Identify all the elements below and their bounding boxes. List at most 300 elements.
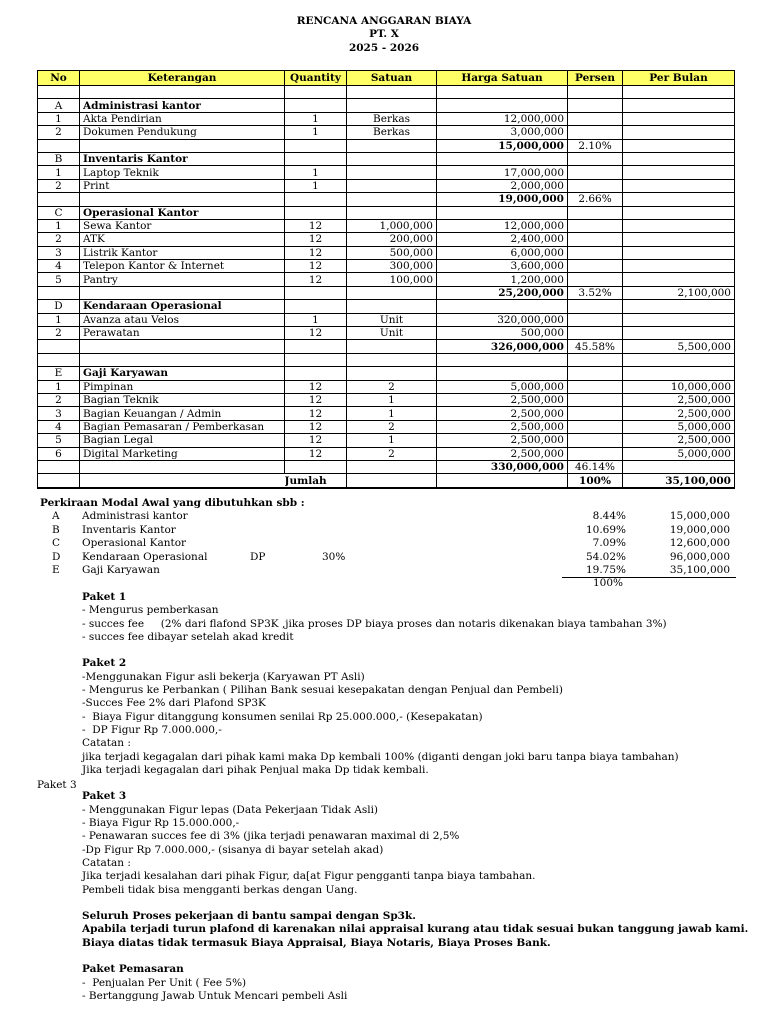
summary-note-value: 30% xyxy=(322,550,346,563)
cell-sat: Unit xyxy=(347,327,437,340)
cell-no: 2 xyxy=(38,179,80,192)
cell-no: 3 xyxy=(38,246,80,259)
note-heading: Apabila terjadi turun plafond di karenakan nilai appraisal kurang atau tidak sesuai bukan tanggung jawab kami. xyxy=(82,923,749,936)
note-heading: Paket 1 xyxy=(82,591,127,603)
cell-harga: 2,000,000 xyxy=(437,179,568,192)
table-row xyxy=(38,273,735,286)
table-row xyxy=(38,380,735,393)
cell-sat: 1 xyxy=(347,393,437,406)
subtotal-row xyxy=(38,193,735,206)
cell-no: E xyxy=(38,367,80,380)
column-header: Keterangan xyxy=(80,71,285,86)
cell-bulan xyxy=(623,112,735,125)
summary-percent: 10.69% xyxy=(585,523,626,536)
cell-bulan: 5,500,000 xyxy=(623,340,735,353)
cell-qty: 12 xyxy=(285,327,347,340)
capital-summary xyxy=(40,497,740,510)
note-line: - Menggunakan Figur lepas (Data Pekerjaan Tidak Asli) xyxy=(82,803,379,816)
cell-harga: 6,000,000 xyxy=(437,246,568,259)
cell-qty: 12 xyxy=(285,260,347,273)
cell-qty: 12 xyxy=(285,380,347,393)
section-row xyxy=(38,367,735,380)
cell-harga: 25,200,000 xyxy=(437,286,568,299)
cell-qty xyxy=(285,340,347,353)
note-line: - Biaya Figur Rp 15.000.000,- xyxy=(82,817,240,830)
cell-no: 1 xyxy=(38,166,80,179)
cell-harga: 500,000 xyxy=(437,327,568,340)
cell-sat xyxy=(347,86,437,99)
cell-harga xyxy=(437,99,568,112)
summary-percent: 7.09% xyxy=(592,537,626,549)
cell-no xyxy=(38,193,80,206)
section-row xyxy=(38,300,735,313)
note-heading: Paket 3 xyxy=(82,790,127,803)
table-row xyxy=(38,219,735,232)
summary-percent: 54.02% xyxy=(585,550,626,563)
cell-sat: 1 xyxy=(347,434,437,447)
cell-qty xyxy=(285,139,347,152)
cell-ket: ATK xyxy=(80,233,285,246)
table-row xyxy=(38,353,735,366)
note-line: - Penjualan Per Unit ( Fee 5%) xyxy=(82,976,247,989)
table-header-row xyxy=(38,71,735,86)
cell-bulan: 2,500,000 xyxy=(623,434,735,447)
note-line: -Succes Fee 2% dari Plafond SP3K xyxy=(82,697,266,710)
note-line: - Mengurus ke Perbankan ( Pilihan Bank sesuai kesepakatan dengan Penjual dan Pembeli) xyxy=(82,684,563,697)
cell-qty: 1 xyxy=(285,166,347,179)
summary-percent: 8.44% xyxy=(592,510,626,522)
cell-sat: 2 xyxy=(347,420,437,433)
summary-code: B xyxy=(52,523,60,536)
table-row xyxy=(38,112,735,125)
cell-no: 4 xyxy=(38,420,80,433)
cell-no xyxy=(38,286,80,299)
cell-sat: Berkas xyxy=(347,112,437,125)
summary-label: Gaji Karyawan xyxy=(82,564,160,576)
cell-harga: 17,000,000 xyxy=(437,166,568,179)
note-line xyxy=(82,644,762,657)
cell-sat: 200,000 xyxy=(347,233,437,246)
document-title: RENCANA ANGGARAN BIAYA xyxy=(296,15,472,27)
cell-no: 1 xyxy=(38,313,80,326)
cell-no: D xyxy=(38,300,80,313)
cell-qty: 12 xyxy=(285,420,347,433)
cell-harga xyxy=(437,86,568,99)
cell-ket xyxy=(80,193,285,206)
cell-qty: 12 xyxy=(285,393,347,406)
cell-persen: 2.10% xyxy=(568,139,623,152)
cell-ket: Akta Pendirian xyxy=(80,112,285,125)
cell-no: 2 xyxy=(38,126,80,139)
cell-sat: 100,000 xyxy=(347,273,437,286)
cell-ket xyxy=(80,340,285,353)
cell-qty xyxy=(285,99,347,112)
cell-sat: 300,000 xyxy=(347,260,437,273)
subtotal-row xyxy=(38,139,735,152)
cell-sat xyxy=(347,206,437,219)
cell-sat xyxy=(347,166,437,179)
cell-qty: 1 xyxy=(285,112,347,125)
cell-no xyxy=(38,139,80,152)
cell-ket: Bagian Pemasaran / Pemberkasan xyxy=(80,420,285,433)
cell-harga: 12,000,000 xyxy=(437,112,568,125)
cell-ket: Dokumen Pendukung xyxy=(80,126,285,139)
total-bulan: 35,100,000 xyxy=(623,474,735,488)
cell-ket: Bagian Legal xyxy=(80,434,285,447)
section-row xyxy=(38,99,735,112)
table-row xyxy=(38,313,735,326)
cell-ket: Pimpinan xyxy=(80,380,285,393)
cell-persen xyxy=(568,112,623,125)
cell-qty: 12 xyxy=(285,407,347,420)
cell-persen: 3.52% xyxy=(568,286,623,299)
cell-bulan xyxy=(623,246,735,259)
cell-harga: 320,000,000 xyxy=(437,313,568,326)
table-row xyxy=(38,86,735,99)
cell-ket: Telepon Kantor & Internet xyxy=(80,260,285,273)
cell-persen xyxy=(568,420,623,433)
cell-bulan: 2,500,000 xyxy=(623,393,735,406)
table-row xyxy=(38,393,735,406)
cell-no: 2 xyxy=(38,233,80,246)
cell-qty: 12 xyxy=(285,447,347,460)
cell-persen xyxy=(568,126,623,139)
cell-bulan xyxy=(623,206,735,219)
cell-no: 2 xyxy=(38,393,80,406)
cell-qty: 12 xyxy=(285,233,347,246)
company-name: PT. X xyxy=(369,28,399,40)
cell-no: 1 xyxy=(38,112,80,125)
table-row xyxy=(38,420,735,433)
summary-amount: 96,000,000 xyxy=(669,550,730,563)
cell-qty: 12 xyxy=(285,219,347,232)
cell-persen xyxy=(568,327,623,340)
cell-ket: Kendaraan Operasional xyxy=(80,300,285,313)
cell-bulan xyxy=(623,353,735,366)
cell-persen: 45.58% xyxy=(568,340,623,353)
cell-bulan: 5,000,000 xyxy=(623,420,735,433)
table-row xyxy=(38,246,735,259)
cell-persen xyxy=(568,219,623,232)
table-row xyxy=(38,166,735,179)
cell-harga: 2,500,000 xyxy=(437,420,568,433)
cell-persen xyxy=(568,260,623,273)
cell-ket: Avanza atau Velos xyxy=(80,313,285,326)
cell-ket: Print xyxy=(80,179,285,192)
cell-no xyxy=(38,353,80,366)
note-line: - Bertanggung Jawab Untuk Mencari pembeli Asli xyxy=(82,989,348,1002)
cell-harga: 12,000,000 xyxy=(437,219,568,232)
subtotal-row xyxy=(38,286,735,299)
cell-qty: 1 xyxy=(285,126,347,139)
cell-qty xyxy=(285,152,347,165)
cell-harga xyxy=(437,353,568,366)
cell-ket: Digital Marketing xyxy=(80,447,285,460)
summary-note: DP xyxy=(250,550,266,563)
note-line xyxy=(82,897,762,910)
summary-amount: 35,100,000 xyxy=(669,564,730,576)
column-header: Quantity xyxy=(285,71,347,86)
cell-harga: 15,000,000 xyxy=(437,139,568,152)
cell-ket xyxy=(80,139,285,152)
cell-harga xyxy=(437,206,568,219)
cell-persen xyxy=(568,166,623,179)
note-line: -Menggunakan Figur asli bekerja (Karyawan PT Asli) xyxy=(82,670,365,683)
cell-ket xyxy=(80,353,285,366)
cell-qty xyxy=(285,86,347,99)
cell-ket: Pantry xyxy=(80,273,285,286)
cell-persen xyxy=(568,206,623,219)
table-body xyxy=(38,86,735,488)
cell-harga: 326,000,000 xyxy=(437,340,568,353)
summary-label: Administrasi kantor xyxy=(82,510,188,522)
cell-qty: 12 xyxy=(285,273,347,286)
subtotal-row xyxy=(38,460,735,473)
cell-qty xyxy=(285,300,347,313)
note-line xyxy=(82,777,762,790)
cell-no: 6 xyxy=(38,447,80,460)
cell-harga: 330,000,000 xyxy=(437,460,568,473)
cell-no: C xyxy=(38,206,80,219)
summary-code: D xyxy=(52,550,61,563)
cell-harga xyxy=(437,367,568,380)
summary-code: E xyxy=(52,564,60,576)
cell-bulan xyxy=(623,219,735,232)
table-row xyxy=(38,179,735,192)
cell-bulan: 2,500,000 xyxy=(623,407,735,420)
note-heading: Biaya diatas tidak termasuk Biaya Appraisal, Biaya Notaris, Biaya Proses Bank. xyxy=(82,936,551,949)
cell-persen xyxy=(568,447,623,460)
cell-sat xyxy=(347,179,437,192)
note-line: -Dp Figur Rp 7.000.000,- (sisanya di bayar setelah akad) xyxy=(82,843,384,856)
cell-ket: Sewa Kantor xyxy=(80,219,285,232)
cell-no: 5 xyxy=(38,434,80,447)
note-line: Jika terjadi kegagalan dari pihak Penjual maka Dp tidak kembali. xyxy=(82,763,429,776)
cell-bulan: 10,000,000 xyxy=(623,380,735,393)
table-row xyxy=(38,447,735,460)
table-row xyxy=(38,407,735,420)
summary-amount: 12,600,000 xyxy=(669,537,730,549)
cell-persen xyxy=(568,313,623,326)
column-header: Persen xyxy=(568,71,623,86)
cell-sat xyxy=(347,353,437,366)
cell-ket: Gaji Karyawan xyxy=(80,367,285,380)
note-heading: Seluruh Proses pekerjaan di bantu sampai dengan Sp3k. xyxy=(82,910,416,923)
total-label: Jumlah xyxy=(285,474,347,488)
cell-qty xyxy=(285,193,347,206)
cell-sat xyxy=(347,300,437,313)
cell-ket: Bagian Keuangan / Admin xyxy=(80,407,285,420)
cell-sat xyxy=(347,193,437,206)
total-empty-cell xyxy=(347,474,437,488)
cell-no: 1 xyxy=(38,380,80,393)
table-row xyxy=(38,126,735,139)
cell-harga xyxy=(437,300,568,313)
cell-harga: 2,500,000 xyxy=(437,393,568,406)
cell-bulan xyxy=(623,139,735,152)
cell-ket: Perawatan xyxy=(80,327,285,340)
cell-persen xyxy=(568,233,623,246)
section-row xyxy=(38,152,735,165)
cell-qty: 12 xyxy=(285,434,347,447)
cell-bulan xyxy=(623,460,735,473)
note-line: - Penawaran succes fee di 3% (jika terjadi penawaran maximal di 2,5% xyxy=(82,830,460,843)
cell-sat: 2 xyxy=(347,380,437,393)
cell-no xyxy=(38,86,80,99)
note-line: Pembeli tidak bisa mengganti berkas dengan Uang. xyxy=(82,883,358,896)
table-row xyxy=(38,233,735,246)
cell-bulan xyxy=(623,273,735,286)
cell-bulan xyxy=(623,193,735,206)
cell-persen xyxy=(568,273,623,286)
total-persen: 100% xyxy=(568,474,623,488)
cell-persen xyxy=(568,99,623,112)
cell-persen: 46.14% xyxy=(568,460,623,473)
cell-ket: Inventaris Kantor xyxy=(80,152,285,165)
cell-sat: 500,000 xyxy=(347,246,437,259)
package-notes xyxy=(82,591,762,1003)
cell-sat: Berkas xyxy=(347,126,437,139)
summary-code: A xyxy=(52,510,60,522)
cell-ket xyxy=(80,460,285,473)
note-line: - Mengurus pemberkasan xyxy=(82,604,219,617)
column-header: Harga Satuan xyxy=(437,71,568,86)
cell-bulan xyxy=(623,152,735,165)
cell-qty xyxy=(285,460,347,473)
cell-sat: 1 xyxy=(347,407,437,420)
cell-no: 1 xyxy=(38,219,80,232)
column-header: No xyxy=(38,71,80,86)
cell-qty: 1 xyxy=(285,179,347,192)
cell-harga: 2,500,000 xyxy=(437,434,568,447)
cell-bulan xyxy=(623,300,735,313)
note-line: - succes fee (2% dari flafond SP3K ,jika proses DP biaya proses dan notaris dikenakan biaya tambahan 3%) xyxy=(82,617,667,630)
cell-persen xyxy=(568,380,623,393)
cell-harga: 2,500,000 xyxy=(437,447,568,460)
cell-sat: 2 xyxy=(347,447,437,460)
cell-harga: 2,500,000 xyxy=(437,407,568,420)
cell-harga: 3,000,000 xyxy=(437,126,568,139)
cell-persen xyxy=(568,86,623,99)
cell-harga: 3,600,000 xyxy=(437,260,568,273)
cell-bulan xyxy=(623,166,735,179)
cell-persen xyxy=(568,300,623,313)
cell-no: B xyxy=(38,152,80,165)
cell-harga: 5,000,000 xyxy=(437,380,568,393)
budget-table xyxy=(37,70,735,489)
cell-sat: 1,000,000 xyxy=(347,219,437,232)
cell-no: A xyxy=(38,99,80,112)
cell-ket: Listrik Kantor xyxy=(80,246,285,259)
cell-ket: Laptop Teknik xyxy=(80,166,285,179)
cell-no: 4 xyxy=(38,260,80,273)
note-line: jika terjadi kegagalan dari pihak kami maka Dp kembali 100% (diganti dengan joki baru tanpa biaya tambahan) xyxy=(82,750,679,763)
column-header: Per Bulan xyxy=(623,71,735,86)
cell-bulan: 5,000,000 xyxy=(623,447,735,460)
cell-ket: Bagian Teknik xyxy=(80,393,285,406)
cell-qty xyxy=(285,286,347,299)
cell-bulan xyxy=(623,327,735,340)
total-empty-cell xyxy=(38,474,80,488)
summary-code: C xyxy=(52,537,61,549)
cell-no xyxy=(38,340,80,353)
cell-bulan: 2,100,000 xyxy=(623,286,735,299)
cell-ket: Operasional Kantor xyxy=(80,206,285,219)
cell-ket xyxy=(80,286,285,299)
cell-persen xyxy=(568,353,623,366)
summary-title: Perkiraan Modal Awal yang dibutuhkan sbb : xyxy=(40,497,305,509)
cell-bulan xyxy=(623,313,735,326)
table-row xyxy=(38,327,735,340)
column-header: Satuan xyxy=(347,71,437,86)
total-row xyxy=(38,474,735,488)
cell-bulan xyxy=(623,233,735,246)
note-line: - DP Figur Rp 7.000.000,- xyxy=(82,723,222,736)
note-line: Catatan : xyxy=(82,737,131,750)
total-empty-cell xyxy=(80,474,285,488)
summary-label: Kendaraan Operasional xyxy=(82,550,208,563)
summary-total-percent: 100% xyxy=(592,577,623,589)
cell-sat xyxy=(347,340,437,353)
cell-no: 3 xyxy=(38,407,80,420)
summary-amount: 15,000,000 xyxy=(669,510,730,522)
table-row xyxy=(38,260,735,273)
period-label: 2025 - 2026 xyxy=(348,42,420,54)
cell-persen xyxy=(568,367,623,380)
table-row xyxy=(38,434,735,447)
cell-qty xyxy=(285,367,347,380)
cell-sat xyxy=(347,460,437,473)
cell-harga xyxy=(437,152,568,165)
summary-amount: 19,000,000 xyxy=(669,523,730,536)
cell-persen xyxy=(568,407,623,420)
note-line xyxy=(82,950,762,963)
cell-sat xyxy=(347,99,437,112)
note-heading: Paket 2 xyxy=(82,657,127,670)
cell-qty: 12 xyxy=(285,246,347,259)
cell-persen xyxy=(568,152,623,165)
cell-qty xyxy=(285,206,347,219)
summary-label: Operasional Kantor xyxy=(82,537,187,549)
cell-persen xyxy=(568,434,623,447)
cell-bulan xyxy=(623,260,735,273)
summary-percent: 19.75% xyxy=(585,564,626,576)
cell-no: 2 xyxy=(38,327,80,340)
cell-bulan xyxy=(623,179,735,192)
cell-sat xyxy=(347,286,437,299)
cell-bulan xyxy=(623,86,735,99)
note-line: Catatan : xyxy=(82,856,131,869)
cell-persen xyxy=(568,393,623,406)
cell-persen: 2.66% xyxy=(568,193,623,206)
cell-ket: Administrasi kantor xyxy=(80,99,285,112)
cell-harga: 1,200,000 xyxy=(437,273,568,286)
note-line: Jika terjadi kesalahan dari pihak Figur, da[at Figur pengganti tanpa biaya tambahan. xyxy=(82,870,536,883)
cell-sat xyxy=(347,152,437,165)
cell-persen xyxy=(568,179,623,192)
cell-persen xyxy=(568,246,623,259)
cell-sat: Unit xyxy=(347,313,437,326)
cell-no: 5 xyxy=(38,273,80,286)
cell-sat xyxy=(347,367,437,380)
note-line: - succes fee dibayar setelah akad kredit xyxy=(82,630,294,643)
cell-ket xyxy=(80,86,285,99)
side-label: Paket 3 xyxy=(37,779,77,791)
cell-harga: 19,000,000 xyxy=(437,193,568,206)
cell-no xyxy=(38,460,80,473)
cell-bulan xyxy=(623,126,735,139)
note-heading: Paket Pemasaran xyxy=(82,963,184,976)
